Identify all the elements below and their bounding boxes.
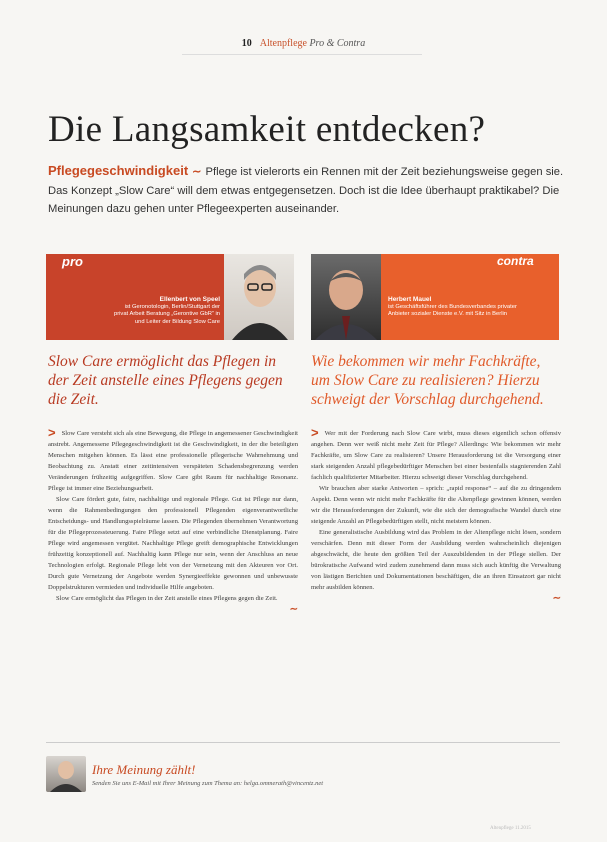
contra-body-column [311, 425, 561, 604]
person-icon [224, 254, 294, 340]
page-header [0, 38, 607, 49]
contra-paragraph: Wir brauchen aber starke Antworten – sprich: „rapid response“ – auf die zu dringendem Aspekt. Denn wenn wir nicht mehr Fachkräfte für die Altenpflege gewinnen können, werden wir die Herausforderungen der Zukunft, wie die sich der demografische Wandel durch eine steigende Anzahl an Pflegebedürftigen stellt, nicht meistern können. [311, 485, 561, 525]
contra-paragraph: Eine generalistische Ausbildung wird das Problem in der Altenpflege nicht lösen, sondern verschärfen. Denn mit dieser Form der Ausbildung werden wahrscheinlich diejenigen abgeschwächt, die heute den größten Teil der Auszubildenden in der Pflege stellen. Der bürokratische Aufwand wird zudem zunehmend dann muss sich auch künftig die Verwaltung von lästigen Berichten und Dokumentationen beschäftigen, die an ihren Einsatzort gar nicht mehr ausbilden können. [311, 529, 561, 591]
pro-author-role: ist Geronotologin, Berlin/Stuttgart der privat Arbeit Beratung „Gerontive GbR“ in und Leiter der Bildung Slow Care [113, 303, 220, 325]
page-number: 10 [241, 38, 252, 49]
chevron-right-icon: > [311, 425, 319, 440]
pro-author-info [112, 296, 220, 326]
section-title: Altenpflege Pro & Contra [259, 38, 366, 49]
intro-keyword: Pflegegeschwindigkeit [48, 163, 189, 178]
intro-paragraph [48, 162, 568, 219]
pro-body-column [48, 425, 298, 615]
chevron-right-icon: > [48, 425, 56, 440]
swirl-icon: ∼ [192, 166, 202, 178]
contra-author-info [388, 296, 538, 319]
contra-claim: Wie bekommen wir mehr Fachkräfte, um Slow Care zu realisieren? Hierzu schweigt der Vorschlag durchgehend. [311, 353, 544, 408]
end-mark-icon: ∼ [289, 604, 298, 615]
pro-author-name: Ellenbert von Speel [159, 296, 220, 303]
article-title: Die Langsamkeit entdecken? [48, 109, 486, 150]
pro-author-photo [224, 254, 294, 340]
subsection-title: Pro & Contra [309, 38, 366, 49]
person-icon [46, 756, 86, 792]
page-footer: Altenpflege 11.2015 [490, 826, 531, 831]
opinion-subtitle: Senden Sie uns E-Mail mit Ihrer Meinung zum Thema an: helga.ommerath@vincentz.net [92, 780, 324, 787]
person-icon [311, 254, 381, 340]
contra-author-role: ist Geschäftsführer des Bundesverbandes privater Anbieter sozialer Dienste e.V. mit Sitz in Berlin [388, 303, 517, 317]
end-mark-icon: ∼ [552, 593, 561, 604]
contra-author-name: Herbert Mauel [388, 296, 432, 303]
contra-tag: contra [497, 254, 534, 268]
pro-paragraph: Slow Care ermöglicht das Pflegen in der Zeit anstelle eines Pflegens gegen die Zeit. [56, 595, 278, 602]
contra-author-photo [311, 254, 381, 340]
pro-paragraph: Slow Care versteht sich als eine Bewegung, die Pflege in angemessener Geschwindigkeit anstrebt. Angemessene Pflegegeschwindigkeit ist die Geschwindigkeit, in der die beteiligten Menschen mitgehen können. Es lässt eine professionelle pflegerische Wahrnehmung und Beobachtung zu. Anstatt einer zeitintensiven verspäteten Schadensbegrenzung werden Veränderungen frühzeitig aufgegriffen. Slow Care gibt Raum für nachhaltige Resonanz. Pflege ist immer eine Beziehungsarbeit. [48, 430, 298, 492]
opinion-divider [46, 742, 560, 743]
header-rule [182, 54, 422, 55]
contra-paragraph: Wer mit der Forderung nach Slow Care wirbt, muss dieses eigentlich schon offensiv angehen. Denn wer weiß nicht mehr Zeit für Pflege? Allerdings: Wie bekommen wir mehr Fachkräfte, um Slow Care zu realisieren? Unsere Herausforderung ist die Versorgung einer stark steigenden Anzahl pflegebedürftiger Menschen bei einer bestenfalls stagnierenden Zahl fachlich qualifizierter Mitarbeiter. Hierzu schweigt dieser Vorschlag durchgehend. [311, 430, 561, 481]
pro-paragraph: Slow Care fördert gute, faire, nachhaltige und regionale Pflege. Gut ist Pflege nur dann, wenn die Rahmenbedingungen den professionell Pflegenden eigenverantwortliche Entscheidungs- und Handlungsspielräume lassen. Die Pflegenden übernehmen Verantwortung für die Pflegeprozessteuerung. Faire Pflege setzt auf eine verbindliche Dienstplanung. Faire Pflege wird angemessen vergütet. Nachhaltige Pflege greift demographische Entwicklungen frühzeitig konzeptionell auf. Nachhaltig kann Pflege nur sein, wenn der Anschluss an neue Technologien erfolgt. Regionale Pflege lebt von der Vernetzung mit den Akteuren vor Ort. Durch gute Vernetzung der Angebote werden Synergieeffekte gewonnen und unbewusste Doppelstrukturen vermieden und individuelle Hilfe angeboten. [48, 496, 298, 591]
pro-claim: Slow Care ermöglicht das Pflegen in der Zeit anstelle eines Pflegens gegen die Zeit. [48, 353, 283, 408]
intro-text: Pflege ist vielerorts ein Rennen mit der Zeit beziehungsweise gegen sie. Das Konzept „Slow Care“ will dem etwas entgegensetzen. Doch ist die Idee überhaupt praktikabel? Die Meinungen dazu gehen unter Pflegeexperten auseinander. [48, 166, 564, 215]
editor-photo [46, 756, 86, 792]
pro-tag: pro [62, 254, 83, 269]
opinion-title: Ihre Meinung zählt! [92, 762, 196, 777]
